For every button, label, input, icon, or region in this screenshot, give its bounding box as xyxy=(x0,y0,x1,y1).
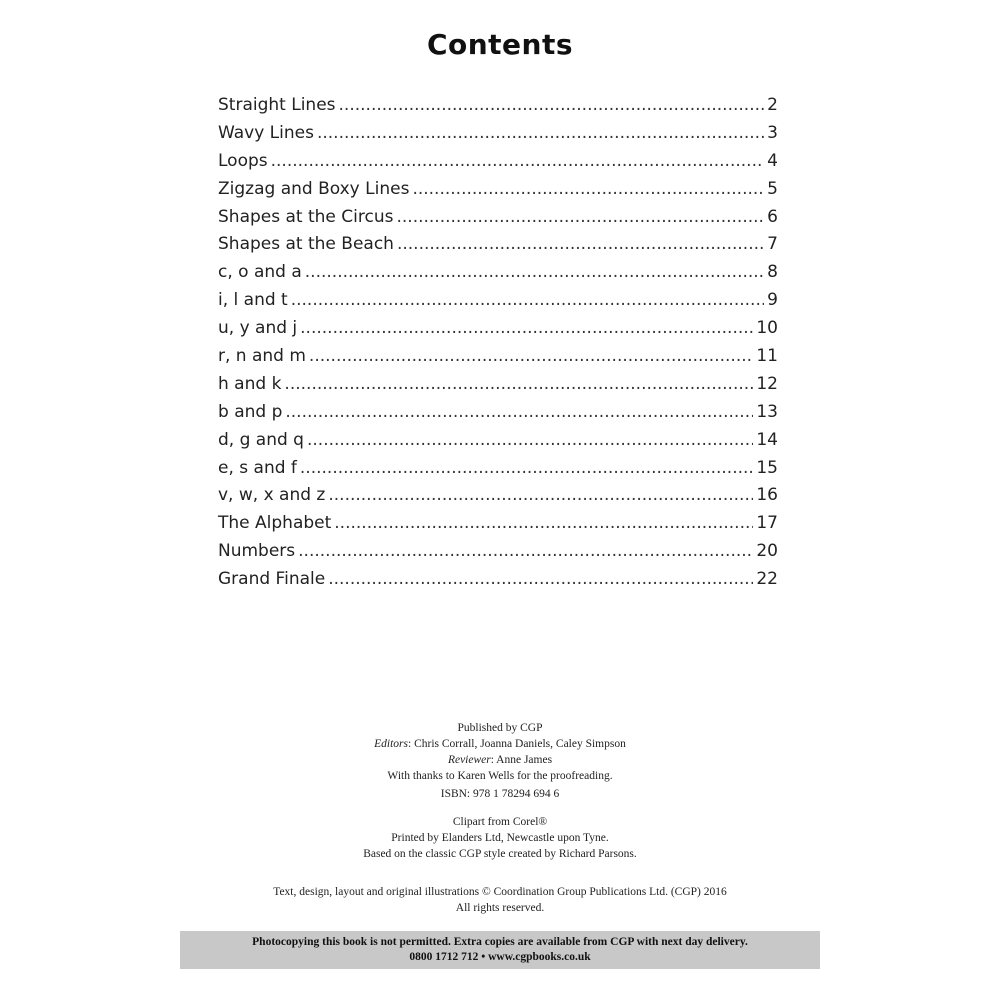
clipart-line: Clipart from Corel® xyxy=(452,816,548,828)
toc-entry xyxy=(218,315,778,343)
toc-leader-dots xyxy=(328,566,753,594)
toc-entry-page: 14 xyxy=(756,429,778,450)
table-of-contents xyxy=(218,92,778,594)
toc-entry-label: Grand Finale xyxy=(218,569,326,590)
toc-entry-label: r, n and m xyxy=(218,346,306,367)
toc-entry-label: u, y and j xyxy=(218,318,298,339)
toc-leader-dots xyxy=(317,120,764,148)
toc-entry-page: 13 xyxy=(756,401,778,422)
toc-leader-dots xyxy=(412,176,764,204)
toc-entry-page: 22 xyxy=(756,569,778,590)
print-credits xyxy=(0,814,1000,862)
toc-entry-page: 5 xyxy=(767,178,778,199)
toc-entry xyxy=(218,287,778,315)
toc-leader-dots xyxy=(300,315,753,343)
rights-line: All rights reserved. xyxy=(455,902,545,914)
toc-entry-page: 16 xyxy=(756,485,778,506)
toc-entry-label: e, s and f xyxy=(218,457,297,478)
toc-leader-dots xyxy=(285,399,753,427)
toc-leader-dots xyxy=(309,343,753,371)
toc-entry-page: 2 xyxy=(767,95,778,115)
isbn: ISBN: 978 1 78294 694 6 xyxy=(440,788,560,800)
copyright-block xyxy=(0,884,1000,916)
toc-entry xyxy=(218,259,778,287)
reviewer-label: Reviewer xyxy=(447,754,491,766)
toc-entry-page: 7 xyxy=(767,234,778,255)
toc-entry-page: 3 xyxy=(767,122,778,143)
toc-entry-label: c, o and a xyxy=(218,262,302,283)
editors-label: Editors xyxy=(374,738,409,750)
toc-entry xyxy=(218,566,778,594)
toc-entry-label: Straight Lines xyxy=(218,95,336,115)
toc-entry-page: 10 xyxy=(756,318,778,339)
toc-leader-dots xyxy=(334,510,753,538)
thanks-line: With thanks to Karen Wells for the proofreading. xyxy=(387,770,613,782)
toc-leader-dots xyxy=(298,538,753,566)
toc-entry-page: 8 xyxy=(767,262,778,283)
toc-entry-label: The Alphabet xyxy=(218,513,332,534)
toc-leader-dots xyxy=(291,287,764,315)
toc-entry xyxy=(218,120,778,148)
toc-leader-dots xyxy=(339,92,765,120)
toc-entry xyxy=(218,482,778,510)
publisher-credits xyxy=(0,720,1000,802)
toc-entry xyxy=(218,176,778,204)
toc-leader-dots xyxy=(271,148,765,176)
toc-entry-label: Loops xyxy=(218,150,268,171)
toc-entry-page: 9 xyxy=(767,290,778,311)
toc-entry xyxy=(218,148,778,176)
based-on-line: Based on the classic CGP style created by Richard Parsons. xyxy=(363,848,637,860)
toc-entry-label: v, w, x and z xyxy=(218,485,326,506)
toc-entry-page: 12 xyxy=(756,373,778,394)
toc-entry-label: h and k xyxy=(218,373,282,394)
toc-entry xyxy=(218,204,778,232)
page-title: Contents xyxy=(426,28,574,61)
toc-entry xyxy=(218,427,778,455)
toc-entry-label: Numbers xyxy=(218,541,296,562)
toc-leader-dots xyxy=(284,371,753,399)
toc-entry xyxy=(218,371,778,399)
toc-entry-page: 6 xyxy=(767,206,778,227)
toc-entry xyxy=(218,92,778,120)
toc-leader-dots xyxy=(300,455,753,483)
toc-entry-label: Wavy Lines xyxy=(218,122,314,143)
reviewer-name: : Anne James xyxy=(490,754,553,766)
toc-leader-dots xyxy=(307,427,753,455)
printed-line: Printed by Elanders Ltd, Newcastle upon Tyne. xyxy=(391,832,609,844)
toc-entry xyxy=(218,231,778,259)
toc-entry-label: Shapes at the Circus xyxy=(218,206,394,227)
toc-leader-dots xyxy=(397,231,764,259)
editors-names: : Chris Corrall, Joanna Daniels, Caley Simpson xyxy=(408,738,626,750)
toc-entry-label: Shapes at the Beach xyxy=(218,234,394,255)
toc-leader-dots xyxy=(396,204,764,232)
published-by: Published by CGP xyxy=(457,722,543,734)
toc-entry-label: d, g and q xyxy=(218,429,304,450)
toc-entry-page: 4 xyxy=(767,150,778,171)
toc-entry xyxy=(218,510,778,538)
footer-notice-line1: Photocopying this book is not permitted. Extra copies are available from CGP with next day delivery. xyxy=(252,936,748,948)
toc-entry-page: 20 xyxy=(756,541,778,562)
copyright-line: Text, design, layout and original illustrations © Coordination Group Publications Ltd. (CGP) 2016 xyxy=(273,886,727,898)
toc-entry xyxy=(218,343,778,371)
reviewer-line xyxy=(0,752,1000,768)
toc-entry-page: 11 xyxy=(756,346,778,367)
toc-entry-page: 15 xyxy=(756,457,778,478)
toc-entry xyxy=(218,538,778,566)
editors-line xyxy=(0,736,1000,752)
toc-leader-dots xyxy=(328,482,753,510)
toc-entry-label: i, l and t xyxy=(218,290,288,311)
toc-leader-dots xyxy=(305,259,764,287)
toc-entry-label: b and p xyxy=(218,401,283,422)
footer-notice-line2: 0800 1712 712 • www.cgpbooks.co.uk xyxy=(409,951,591,963)
toc-entry xyxy=(218,455,778,483)
toc-entry xyxy=(218,399,778,427)
toc-entry-page: 17 xyxy=(756,513,778,534)
footer-notice xyxy=(180,931,820,969)
toc-entry-label: Zigzag and Boxy Lines xyxy=(218,178,410,199)
